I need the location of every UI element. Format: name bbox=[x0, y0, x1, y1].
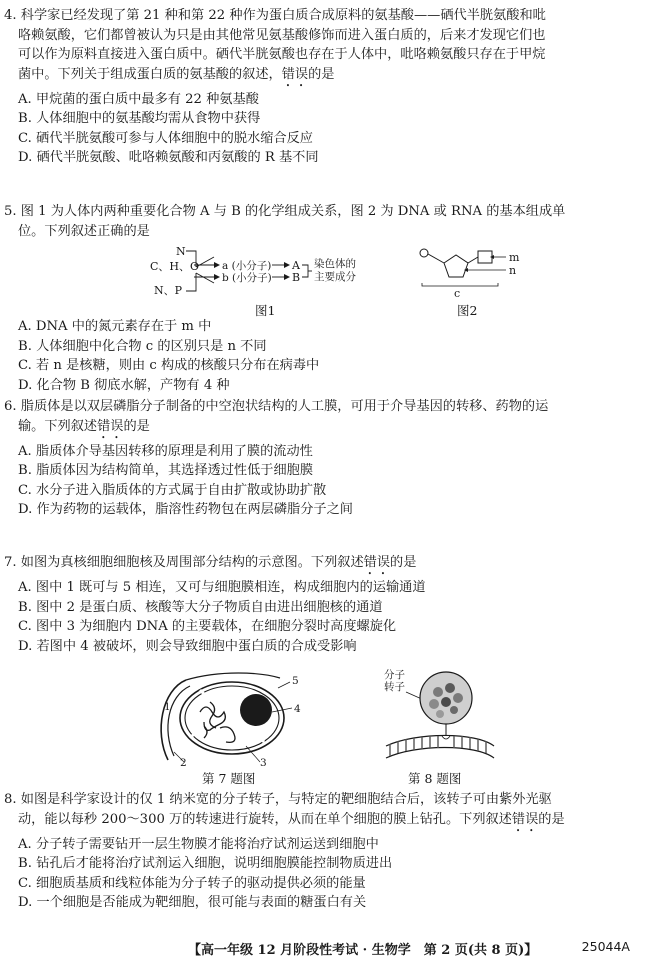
fig1-b-label: b (小分子) bbox=[222, 272, 272, 284]
q7-stem bbox=[4, 553, 644, 578]
q6-stem-end: 的是 bbox=[123, 418, 150, 434]
q4-stem-line-1: 4. 科学家已经发现了第 21 种和第 22 种作为蛋白质合成原料的氨基酸——硒代半胱氨酸和吡 bbox=[4, 8, 546, 23]
q4-option-b[interactable]: B. 人体细胞中的氨基酸均需从食物中获得 bbox=[18, 111, 261, 126]
fig2-m-label: m bbox=[509, 251, 520, 264]
fig7-label-1: 1 bbox=[164, 701, 171, 713]
q4-stem-text: 菌中。下列关于组成蛋白质的氨基酸的叙述， bbox=[18, 66, 282, 82]
fig1-result-line-1: 染色体的 bbox=[314, 258, 356, 270]
fig1-n-label: N bbox=[176, 245, 186, 258]
q7-option-d[interactable]: D. 若图中 4 被破坏，则会导致细胞中蛋白质的合成受影响 bbox=[18, 638, 357, 654]
fig7-label-2: 2 bbox=[180, 757, 187, 769]
q5-option-a[interactable]: A. DNA 中的氮元素存在于 m 中 bbox=[18, 319, 212, 334]
q5-option-d[interactable]: D. 化合物 B 彻底水解，产物有 4 种 bbox=[18, 377, 230, 393]
figure-2-caption: 图2 bbox=[457, 303, 478, 318]
q5-stem-line-2: 位。下列叙述正确的是 bbox=[18, 223, 150, 239]
q5-option-c[interactable]: C. 若 n 是核糖，则由 c 构成的核酸只分布在病毒中 bbox=[18, 358, 320, 373]
fig8-label-line-1: 分子 bbox=[384, 669, 405, 681]
q6-option-a[interactable]: A. 脂质体介导基因转移的原理是利用了膜的流动性 bbox=[18, 443, 313, 459]
fig8-label-line-2: 转子 bbox=[384, 681, 405, 693]
q6-stem-line-2 bbox=[4, 417, 644, 442]
q8-stem-end: 的是 bbox=[538, 811, 565, 827]
question-5 bbox=[4, 202, 644, 241]
q7-stem-text: 7. 如图为真核细胞细胞核及周围部分结构的示意图。下列叙述 bbox=[4, 555, 364, 570]
fig7-label-5: 5 bbox=[292, 675, 299, 687]
q6-option-c[interactable]: C. 水分子进入脂质体的方式属于自由扩散或协助扩散 bbox=[18, 482, 327, 498]
figure-1-diagram bbox=[150, 243, 356, 315]
q4-option-d[interactable]: D. 硒代半胱氨酸、吡咯赖氨酸和丙氨酸的 R 基不同 bbox=[18, 150, 319, 165]
fig1-B-label: B bbox=[292, 271, 301, 284]
fig2-n-label: n bbox=[509, 264, 517, 277]
q8-stem-line-1: 8. 如图是科学家设计的仅 1 纳米宽的分子转子，与特定的靶细胞结合后，该转子可由紫外光驱 bbox=[4, 792, 552, 807]
q7-option-c[interactable]: C. 图中 3 为细胞内 DNA 的主要载体，在细胞分裂时高度螺旋化 bbox=[18, 619, 397, 634]
figure-1-caption: 图1 bbox=[255, 303, 276, 318]
q4-stem-end: 的是 bbox=[308, 66, 335, 82]
q6-stem-line-1: 6. 脂质体是以双层磷脂分子制备的中空泡状结构的人工膜，可用于介导基因的转移、药物的运 bbox=[4, 399, 549, 414]
fig1-np-label: N、P bbox=[154, 284, 183, 297]
fig1-a-label: a (小分子) bbox=[222, 260, 272, 272]
fig1-cho-label: C、H、O bbox=[150, 260, 200, 273]
q6-option-d[interactable]: D. 作为药物的运载体，脂溶性药物包在两层磷脂分子之间 bbox=[18, 502, 353, 517]
figure-7-nucleus bbox=[160, 672, 310, 767]
q8-option-b[interactable]: B. 钻孔后才能将治疗试剂运入细胞，说明细胞膜能控制物质进出 bbox=[18, 856, 393, 871]
question-8 bbox=[4, 790, 644, 913]
q6-stem-text: 输。下列叙述 bbox=[18, 418, 98, 434]
q7-option-a[interactable]: A. 图中 1 既可与 5 相连，又可与细胞膜相连，构成细胞内的运输通道 bbox=[18, 580, 426, 595]
q4-option-a[interactable]: A. 甲烷菌的蛋白质中最多有 22 种氨基酸 bbox=[18, 91, 259, 107]
footer-code: 25044A bbox=[581, 939, 630, 954]
fig7-label-3: 3 bbox=[260, 757, 267, 769]
question-7 bbox=[4, 553, 644, 656]
q5-stem-line-1: 5. 图 1 为人体内两种重要化合物 A 与 B 的化学组成关系，图 2 为 DNA 或 RNA 的基本组成单 bbox=[4, 204, 566, 219]
figure-7-caption: 第 7 题图 bbox=[202, 771, 256, 786]
q4-stem-line-3: 可以作为原料直接进入蛋白质中。硒代半胱氨酸也存在于人体中，吡咯赖氨酸只存在于甲烷 bbox=[18, 47, 546, 62]
q8-stem-line-2 bbox=[4, 810, 644, 835]
q8-emphasis: 错误 bbox=[511, 811, 539, 827]
q8-option-d[interactable]: D. 一个细胞是否能成为靶细胞，很可能与表面的糖蛋白有关 bbox=[18, 895, 367, 910]
figure-8-caption: 第 8 题图 bbox=[408, 771, 462, 786]
q7-emphasis: 错误 bbox=[363, 555, 391, 570]
question-5-options bbox=[4, 317, 644, 395]
q4-emphasis: 错误 bbox=[281, 66, 309, 82]
fig1-A-label: A bbox=[292, 259, 300, 272]
q5-option-b[interactable]: B. 人体细胞中化合物 c 的区别只是 n 不同 bbox=[18, 338, 267, 354]
q4-stem-line-4 bbox=[4, 65, 644, 90]
q8-option-c[interactable]: C. 细胞质基质和线粒体能为分子转子的驱动提供必须的能量 bbox=[18, 875, 366, 891]
q7-option-b[interactable]: B. 图中 2 是蛋白质、核酸等大分子物质自由进出细胞核的通道 bbox=[18, 599, 383, 615]
q6-emphasis: 错误 bbox=[97, 418, 124, 434]
q4-stem-line-2: 咯赖氨酸，它们都曾被认为只是由其他常见氨基酸修饰而进入蛋白质的，后来才发现它们也 bbox=[18, 27, 546, 43]
question-4 bbox=[4, 6, 644, 168]
fig1-result-line-2: 主要成分 bbox=[314, 271, 356, 283]
q6-option-b[interactable]: B. 脂质体因为结构简单，其选择透过性低于细胞膜 bbox=[18, 463, 314, 478]
q7-stem-end: 的是 bbox=[390, 555, 417, 570]
figure-8-molecular-rotor bbox=[376, 666, 496, 766]
q4-option-c[interactable]: C. 硒代半胱氨酸可参与人体细胞中的脱水缩合反应 bbox=[18, 130, 313, 146]
q8-option-a[interactable]: A. 分子转子需要钻开一层生物膜才能将治疗试剂运送到细胞中 bbox=[18, 836, 379, 852]
fig7-label-4: 4 bbox=[294, 703, 301, 715]
q8-stem-text: 动，能以每秒 200～300 万的转速进行旋转，从而在单个细胞的膜上钻孔。下列叙述 bbox=[18, 811, 512, 827]
page-footer bbox=[0, 939, 648, 963]
footer-title: 【高一年级 12 月阶段性考试 · 生物学 第 2 页(共 8 页)】 bbox=[188, 943, 538, 958]
question-6 bbox=[4, 397, 644, 520]
figure-2-nucleotide bbox=[418, 243, 518, 301]
fig2-c-label: c bbox=[454, 287, 461, 300]
